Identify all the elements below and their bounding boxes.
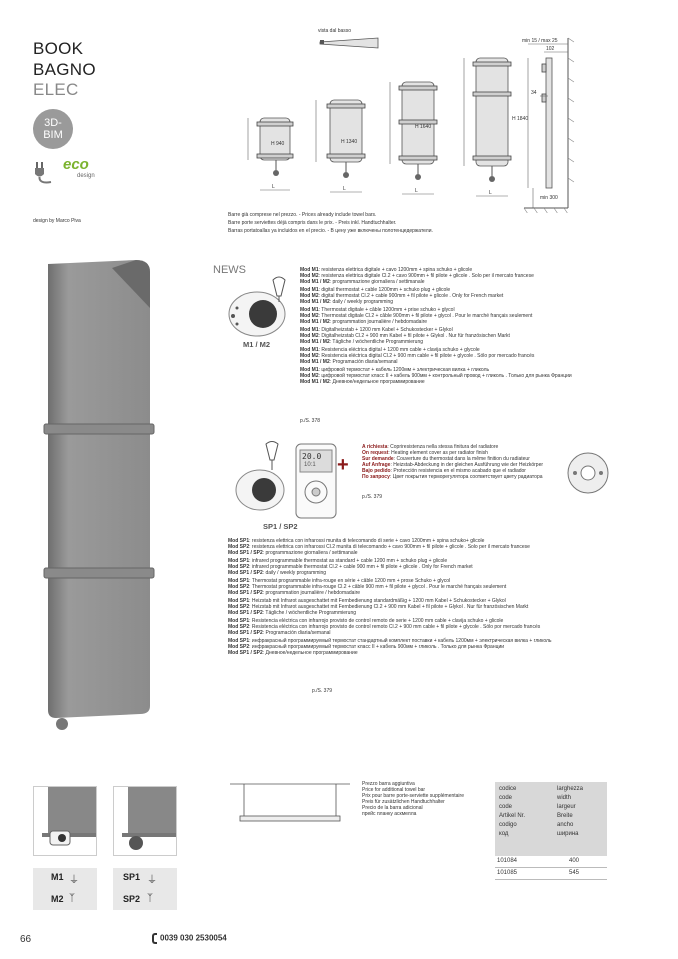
spec-line — [228, 630, 668, 636]
spec-model: Mod SP1 / SP2 — [228, 630, 263, 636]
phone-number: 0039 030 2530054 — [160, 933, 227, 943]
spec-text: : digital thermostat + cable 1200mm + schuko plug + glicole — [318, 287, 451, 293]
spec-group — [300, 327, 660, 345]
spec-group — [362, 444, 572, 480]
spec-line — [228, 590, 668, 596]
phone-icon — [152, 933, 157, 944]
spec-group — [300, 287, 660, 305]
spec-text: : цифровой термостат класс II + кабель 900мм + контрольный провод + гликоль . Только для рынка Франции — [318, 373, 572, 379]
phone-block — [152, 933, 227, 944]
width-label: Breite — [557, 813, 573, 819]
spec-text: : цифровой термостат + кабель 1200мм + электрическая вилка + гликоль — [318, 367, 490, 373]
3d-badge-line1: 3D- — [44, 117, 62, 129]
spec-model: Mod SP2 — [228, 604, 250, 610]
table-header-row — [497, 831, 585, 838]
side-34-label: 34 — [531, 90, 537, 96]
spec-text: : Protección resistencia en el mismo acabado que el radiador — [390, 468, 526, 474]
spec-text: : Tägliche / wöchentliche Programmierung — [329, 339, 424, 345]
spec-model: Mod SP1 / SP2 — [228, 650, 263, 656]
spec-model: On request — [362, 450, 389, 456]
spec-text: : Heating element cover as per radiator finish — [388, 450, 488, 456]
spec-text: : Tägliche / wöchentliche Programmierung — [262, 610, 357, 616]
spec-line — [300, 299, 660, 305]
article-code: 101085 — [497, 870, 518, 876]
spec-line — [228, 550, 668, 556]
width-label-1: L — [272, 184, 275, 190]
table-header-row — [497, 813, 585, 820]
spec-model: Mod SP1 / SP2 — [228, 550, 263, 556]
spec-text: : инфракрасный программируемый термостат класс II + кабель 900мм + гликоль . Только для рынка Франции — [249, 644, 505, 650]
spec-text: : Programación diaria/semanal — [329, 359, 398, 365]
width-label: ancho — [557, 822, 574, 828]
spec-model: Mod M2 — [300, 373, 319, 379]
spec-text: : resistenza elettrica digitale Cl.2 + cavo 900mm + fil pilote + glicole . Solo per il mercato francese — [318, 273, 534, 279]
sp-page-ref: p./S. 379 — [312, 688, 333, 694]
spec-text: : programmation journalière / hebdomadaire — [262, 590, 361, 596]
spec-model: Mod SP1 / SP2 — [228, 610, 263, 616]
spec-model: Mod M1 — [300, 267, 319, 273]
spec-model: Mod M2 — [300, 333, 319, 339]
spec-text: : Couverture du thermostat dans la même finition du radiateur — [393, 456, 530, 462]
spec-model: Mod M1 / M2 — [300, 299, 330, 305]
plug-icon: ⏚ — [147, 875, 157, 886]
height-1840-label: H 1840 — [512, 116, 529, 122]
spec-text: : infrared programmable thermostat as standard + cable 1200 mm + schuko plug + glicole — [249, 558, 448, 564]
spec-text: : resistenza elettrica digitale + cavo 1200mm + spina schuko + glicole — [318, 267, 473, 273]
product-title-line3: ELEC — [33, 80, 79, 99]
code-label: code — [499, 795, 513, 801]
product-title-line2: BAGNO — [33, 60, 96, 79]
thumb-m-image — [33, 786, 97, 856]
plus-icon: + — [337, 454, 349, 476]
spec-text: : Resistencia eléctrica digital + 1200 mm cable + clavija schuko + glycole — [318, 347, 480, 353]
thumb-sp-labels — [113, 868, 177, 910]
m-spec-block — [300, 267, 660, 387]
top-view-label: vista dal basso — [318, 28, 352, 34]
table-row — [495, 856, 607, 868]
spec-text: : Дневное/недельное программирование — [329, 379, 425, 385]
height-940-label: H 940 — [271, 141, 285, 147]
code-label: codice — [499, 786, 517, 792]
table-header-row — [497, 786, 585, 793]
table-header-row — [497, 822, 585, 829]
spec-model: Mod M1 — [300, 347, 319, 353]
spec-model: Mod M1 — [300, 367, 319, 373]
code-label: code — [499, 804, 513, 810]
spec-model: Mod M1 / M2 — [300, 279, 330, 285]
sp-request-block — [362, 444, 572, 482]
thumb-sp1-label: SP1 — [123, 872, 141, 882]
width-label-3: L — [415, 188, 418, 194]
width-label-2: L — [343, 186, 346, 192]
spec-text: : Heizstab mit Infrarot ausgeschattet mit Fernbedienung standardmäßig + 1200 mm Kabel + Schukostecker + Glykol — [249, 598, 506, 604]
side-102-label: 102 — [546, 46, 555, 52]
radiator-product-image — [40, 258, 160, 738]
code-label: код — [499, 831, 509, 837]
width-label: largeur — [557, 804, 576, 810]
spec-model: По запросу — [362, 474, 390, 480]
spec-model: Mod M2 — [300, 293, 319, 299]
spec-model: Mod M1 — [300, 327, 319, 333]
news-heading: NEWS — [213, 264, 246, 276]
spec-text: : Thermostat programmable infra-rouge Cl.2 + câble 900 mm + fil pilote + glycol . Pour le marché français seulement — [249, 584, 507, 590]
spec-line — [362, 474, 572, 480]
spec-model: Mod M2 — [300, 353, 319, 359]
thumb-m1-label: M1 — [51, 872, 64, 882]
spec-model: Mod SP1 — [228, 618, 250, 624]
spec-text: : Thermostat digitale Cl.2 + câble 900mm + fil pilote + glycol . Pour le marché français seulement — [318, 313, 533, 319]
spec-text: : Thermostat digitale + câble 1200mm + prise schuko + glycol — [318, 307, 455, 313]
spec-text: : infrared programmable thermostat Cl.2 + cable 900 mm + fil pilote + glicole . Only for French market — [249, 564, 473, 570]
spec-model: Mod M2 — [300, 273, 319, 279]
page-number: 66 — [20, 934, 32, 945]
sp-controller-image — [230, 440, 340, 522]
spec-text: : programmazione giornaliera / settimanale — [262, 550, 358, 556]
bars-note-3: Barras portatoallas ya incluidos en el precio. - В цену уже включены полотенцедержатели. — [228, 228, 433, 234]
spec-group — [300, 267, 660, 285]
code-label: Artikel Nr. — [499, 813, 526, 819]
spec-group — [300, 307, 660, 325]
thumb-m2-label: M2 — [51, 894, 64, 904]
spec-line — [228, 650, 668, 656]
spec-line — [300, 319, 660, 325]
table-header-row — [497, 804, 585, 811]
spec-text: : Resistencia eléctrica con infrarrojo provisto de control remoto de serie + 1200 mm cable + clavija schuko + glicole — [249, 618, 504, 624]
spec-model: Mod SP1 — [228, 538, 250, 544]
element-cover-image — [563, 448, 613, 498]
technical-drawing — [228, 28, 588, 213]
spec-model: Mod M1 / M2 — [300, 359, 330, 365]
spec-line — [300, 359, 660, 365]
spec-model: Mod M1 — [300, 287, 319, 293]
spec-model: Bajo pedido — [362, 468, 391, 474]
bars-note-1: Barre già comprese nel prezzo. - Prices already include towel bars. — [228, 212, 377, 218]
spec-text: : daily / weekly programming — [329, 299, 394, 305]
spec-model: Mod SP2 — [228, 584, 250, 590]
spec-text: : Digitalheizstab Cl.2 + 900 mm Kabel + fil pilote + Glykol . Nur für französischen Markt — [318, 333, 510, 339]
sp-request-ref: p./S. 379 — [362, 494, 383, 500]
bar-width: 400 — [568, 858, 579, 864]
spec-model: Mod SP1 — [228, 578, 250, 584]
spec-text: : Resistencia eléctrica con infrarrojo provisto de control remoto Cl.2 + 900 mm cable + fil pilote + glycole . Sólo por mercado francés — [249, 624, 541, 630]
spec-text: : Дневное/недельное программирование — [262, 650, 358, 656]
eco-brand-text: eco — [63, 156, 89, 173]
sp-spec-block — [228, 538, 668, 658]
spec-text: : resistenza elettrica con infrarossi munita di telecomando di serie + cavo 1200mm + spina schuko+ glicole — [249, 538, 485, 544]
thumb-sp2-label: SP2 — [123, 894, 141, 904]
spec-text: : digital thermostat Cl.2 + cable 900mm + fil pilote + glicole . Only for French market — [318, 293, 504, 299]
spec-text: : Heizstab-Abdeckung in der gleichen Ausführung wie der Heizkörper — [390, 462, 544, 468]
spec-group — [228, 618, 668, 636]
spec-model: Mod SP2 — [228, 624, 250, 630]
spec-text: : daily / weekly programming — [262, 570, 327, 576]
spec-text: : Programación diaria/semanal — [262, 630, 331, 636]
spec-line — [228, 570, 668, 576]
spec-model: Mod SP2 — [228, 644, 250, 650]
spec-group — [228, 578, 668, 596]
spec-model: Mod SP1 — [228, 638, 250, 644]
spec-line — [300, 379, 660, 385]
width-label: ширина — [557, 831, 579, 837]
spec-model: Mod M1 / M2 — [300, 319, 330, 325]
bars-note-2: Barre porte serviettes déjà compris dans le prix. - Preis inkl. Handtuchhalter. — [228, 220, 397, 226]
spec-group — [300, 347, 660, 365]
eco-design-text: design — [77, 173, 95, 179]
spec-model: Mod SP1 — [228, 558, 250, 564]
spec-group — [228, 538, 668, 556]
spec-model: Mod SP2 — [228, 544, 250, 550]
width-label: larghezza — [557, 786, 584, 792]
height-1640-label: H 1640 — [415, 124, 432, 130]
spec-group — [228, 558, 668, 576]
price-table-header — [495, 782, 607, 856]
extra-bar-line: Prix pour barre porte-serviette supplémentaire — [362, 793, 464, 799]
spec-text: : programmazione giornaliera / settimanale — [329, 279, 425, 285]
remote-display-small: 10:1 — [304, 462, 316, 468]
article-code: 101084 — [497, 858, 518, 864]
spec-line — [300, 339, 660, 345]
wire-icon: ᛉ — [147, 893, 153, 904]
spec-model: Mod SP2 — [228, 564, 250, 570]
m-controller-image — [215, 274, 295, 342]
spec-model: Mod M1 / M2 — [300, 379, 330, 385]
extra-bar-text — [362, 781, 464, 817]
extra-bar-line: прейс планку аскмелла — [362, 811, 417, 817]
extra-bar-line: Price for additional towel bar — [362, 787, 426, 793]
price-table-body — [495, 856, 607, 880]
wire-icon: ᛉ — [69, 893, 75, 904]
bar-width: 545 — [568, 870, 579, 876]
remote-display-temp: 20.0 — [302, 452, 322, 461]
towel-bar-drawing — [230, 776, 350, 826]
spec-text: : инфракрасный программируемый термостат стандартный комплект поставки + кабель 1200мм + электрическая вилка + гликоль — [249, 638, 552, 644]
side-min300-label: min 300 — [540, 195, 558, 201]
extra-bar-line: Prezzo barra aggiuntiva — [362, 781, 415, 787]
spec-text: : Resistencia eléctrica digital Cl.2 + 900 mm cable + fil pilote + glycole . Sólo por mercado francés — [318, 353, 535, 359]
spec-group — [300, 367, 660, 385]
spec-group — [228, 638, 668, 656]
spec-model: Auf Anfrage — [362, 462, 391, 468]
side-min-max-label: min 15 / max 25 — [522, 38, 558, 44]
height-1340-label: H 1340 — [341, 139, 358, 145]
designer-credit: design by Marco Piva — [33, 218, 81, 224]
spec-line — [300, 279, 660, 285]
spec-model: A richiesta — [362, 444, 388, 450]
spec-model: Mod M1 / M2 — [300, 339, 330, 345]
m-page-ref: p./S. 378 — [300, 418, 321, 424]
plug-icon: ⏚ — [69, 875, 79, 886]
spec-line — [228, 610, 668, 616]
spec-text: : programmation journalière / hebdomadaire — [329, 319, 428, 325]
spec-model: Mod M2 — [300, 313, 319, 319]
3d-badge-line2: BIM — [43, 129, 63, 141]
spec-model: Mod M1 — [300, 307, 319, 313]
thumb-m-labels — [33, 868, 97, 910]
eco-design-logo — [33, 154, 115, 186]
spec-text: : Digitalheizstab + 1200 mm Kabel + Schukostecker + Glykol — [318, 327, 453, 333]
spec-model: Mod SP1 / SP2 — [228, 570, 263, 576]
table-header-row — [497, 795, 585, 802]
spec-text: : resistenza elettrica con infrarossi Cl.2 munita di telecomando + cavo 900mm + fil pilote + glicole . Solo per il mercato francese — [249, 544, 530, 550]
spec-model: Sur demande — [362, 456, 394, 462]
spec-text: : Heizstab mit Infrarot ausgeschattet mit Fernbedienung Cl.2 + 900 mm Kabel + fil pilote + Glykol . Nur für französischen Markt — [249, 604, 529, 610]
3d-bim-badge — [33, 109, 73, 149]
spec-text: : Thermostat programmable infra-rouge en série + câble 1200 mm + prose Schuko + glycol — [249, 578, 451, 584]
extra-bar-line: Precio de la barra adicional — [362, 805, 423, 811]
spec-text: : Copriresistenza nella stessa finitura del radiatore — [387, 444, 499, 450]
spec-text: : Цвет покрытия термоpeгулятора соответствует цвету радиатора — [389, 474, 543, 480]
code-label: codigo — [499, 822, 517, 828]
width-label-4: L — [489, 190, 492, 196]
product-title-line1: BOOK — [33, 39, 84, 58]
width-label: width — [557, 795, 572, 801]
table-row — [495, 868, 607, 880]
spec-model: Mod SP1 — [228, 598, 250, 604]
m-model-label: M1 / M2 — [243, 340, 271, 349]
thumb-sp-image — [113, 786, 177, 856]
extra-bar-line: Preis für zusätzlichen Handtuchhalter — [362, 799, 445, 805]
spec-group — [228, 598, 668, 616]
sp-model-label: SP1 / SP2 — [263, 522, 298, 531]
spec-model: Mod SP1 / SP2 — [228, 590, 263, 596]
